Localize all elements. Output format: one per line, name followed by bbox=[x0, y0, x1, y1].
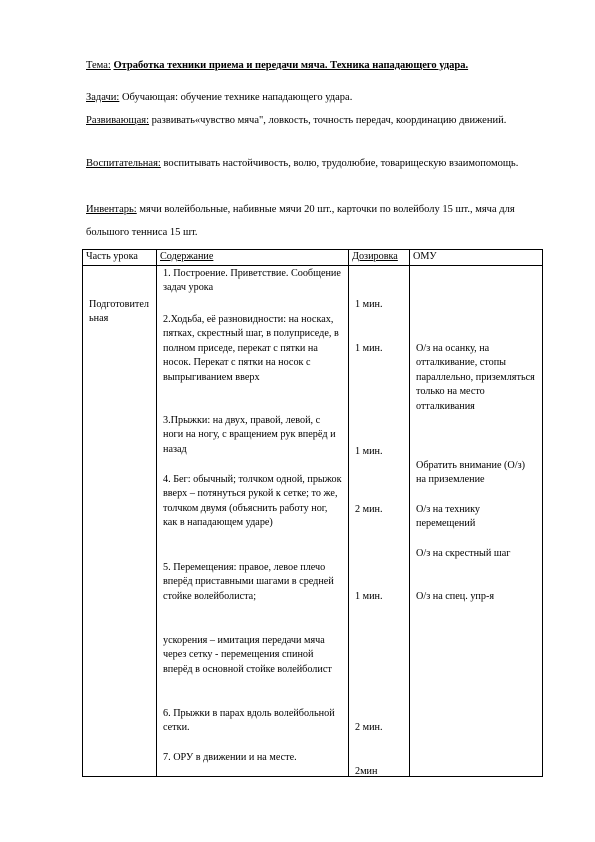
educational-text: воспитывать настойчивость, волю, трудолюбие, товарищескую взаимопомощь. bbox=[163, 158, 519, 169]
dosage-cell bbox=[349, 265, 410, 776]
content-item: 7. ОРУ в движении и на месте. bbox=[163, 751, 297, 763]
part-name: Подготовительная bbox=[89, 298, 149, 325]
content-item: 4. Бег: обычный; толчком одной, прыжок вверх – потянуться рукой к сетке; то же, толчком двумя (объяснить работу ног, как в нападающем ударе) bbox=[163, 473, 342, 529]
topic-text: Отработка техники приема и передачи мяча. Техника нападающего удара. bbox=[113, 60, 469, 71]
content-cell bbox=[157, 265, 349, 776]
omu-item: О/з на технику перемещений bbox=[416, 503, 481, 530]
topic-label: Тема: bbox=[86, 60, 111, 71]
table-header-row bbox=[83, 250, 543, 266]
omu-item: Обратить внимание (О/з) на приземление bbox=[416, 459, 526, 486]
dosage-item: 2мин bbox=[355, 765, 378, 777]
content-item: 2.Ходьба, её разновидности: на носках, пятках, скрестный шаг, в полуприседе, в полном приседе, перекат с пятки на носок. Перекат с пятки на носок с выпрыгиванием вверх bbox=[163, 313, 339, 383]
tasks-line bbox=[86, 89, 526, 106]
dosage-item: 1 мин. bbox=[355, 298, 383, 310]
dosage-item: 1 мин. bbox=[355, 342, 383, 354]
dosage-item: 2 мин. bbox=[355, 721, 383, 733]
dosage-item: 1 мин. bbox=[355, 590, 383, 602]
header-part: Часть урока bbox=[83, 250, 157, 266]
omu-item: О/з на спец. упр-я bbox=[416, 590, 495, 602]
header-content: Содержание bbox=[157, 250, 349, 266]
content-item: ускорения – имитация передачи мяча через сетку - перемещения спиной вперёд в основной стойке волейболист bbox=[163, 634, 332, 675]
educational-label: Воспитательная: bbox=[86, 158, 161, 169]
part-cell bbox=[83, 265, 157, 776]
content-item: 3.Прыжки: на двух, правой, левой, с ноги на ногу, с вращением рук вперёд и назад bbox=[163, 414, 336, 455]
topic-line bbox=[86, 57, 526, 74]
content-item: 6. Прыжки в парах вдоль волейбольной сетки. bbox=[163, 707, 335, 734]
inventory-text: мячи волейбольные, набивные мячи 20 шт., карточки по волейболу 15 шт., мяча для большого тенниса 15 шт. bbox=[86, 204, 515, 238]
header-dosage: Дозировка bbox=[349, 250, 410, 266]
inventory-label: Инвентарь: bbox=[86, 204, 137, 215]
omu-cell bbox=[410, 265, 543, 776]
tasks-text: Обучающая: обучение технике нападающего удара. bbox=[121, 92, 353, 103]
developing-text: развивать«чувство мяча", ловкость, точность передач, координацию движений. bbox=[151, 115, 507, 126]
header-omu: ОМУ bbox=[410, 250, 543, 266]
dosage-item: 2 мин. bbox=[355, 503, 383, 515]
tasks-label: Задачи: bbox=[86, 92, 120, 103]
content-item: 5. Перемещения: правое, левое плечо вперёд приставными шагами в средней стойке волейболиста; bbox=[163, 561, 334, 602]
table-row bbox=[83, 265, 543, 776]
developing-paragraph bbox=[86, 112, 526, 129]
omu-item: О/з на скрестный шаг bbox=[416, 547, 511, 559]
inventory-paragraph bbox=[86, 198, 526, 244]
content-item: 1. Построение. Приветствие. Сообщение задач урока bbox=[163, 267, 341, 294]
lesson-plan-table bbox=[82, 249, 543, 777]
developing-label: Развивающая: bbox=[86, 115, 150, 126]
dosage-item: 1 мин. bbox=[355, 445, 383, 457]
omu-item: О/з на осанку, на отталкивание, стопы параллельно, приземляться только на место отталкивания bbox=[416, 342, 535, 412]
educational-paragraph bbox=[86, 155, 526, 172]
